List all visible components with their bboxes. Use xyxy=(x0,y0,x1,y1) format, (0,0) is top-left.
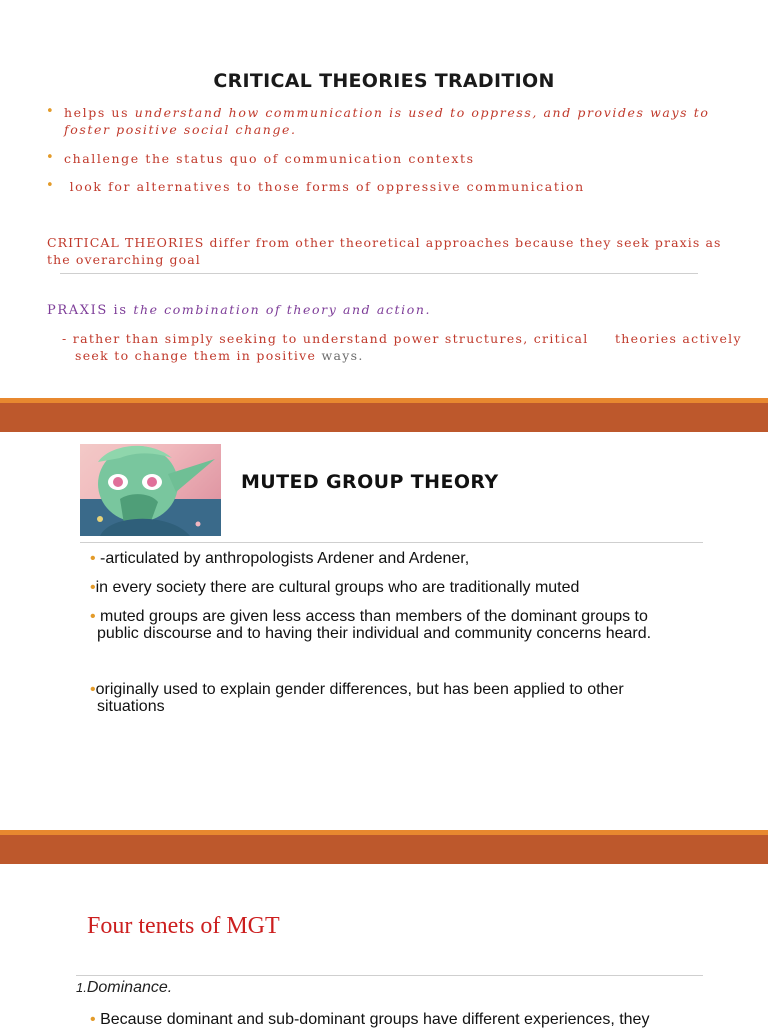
bullet-text: originally used to explain gender differences, but has been applied to other xyxy=(95,681,624,698)
bullet-icon: • xyxy=(46,178,54,193)
list-item xyxy=(46,150,736,178)
section-title-muted-group: MUTED GROUP THEORY xyxy=(241,471,499,493)
bullet-text: muted groups are given less access than members of the dominant groups to xyxy=(100,608,648,625)
list-item xyxy=(90,1011,768,1028)
slide-divider-band xyxy=(0,403,768,432)
muted-illustration-image xyxy=(80,444,221,536)
paragraph-line: CRITICAL THEORIES differ from other theoretical approaches because they seek praxis as xyxy=(47,235,722,250)
tenet-heading xyxy=(76,979,172,997)
list-item xyxy=(46,104,736,142)
divider xyxy=(76,975,703,976)
list-item xyxy=(90,608,730,642)
bullet-icon: • xyxy=(90,579,96,596)
bullet-text: Because dominant and sub-dominant groups have different experiences, they xyxy=(100,1011,650,1028)
bullet-icon: • xyxy=(46,150,54,165)
tenet-label: Dominance. xyxy=(86,979,173,996)
bullet-icon: • xyxy=(90,1011,96,1028)
divider xyxy=(60,273,698,274)
praxis-is: is xyxy=(107,303,134,318)
bullet-list-critical xyxy=(46,104,736,198)
muted-character-icon xyxy=(80,444,221,536)
praxis-note-ways: ways. xyxy=(321,348,364,363)
paragraph-line: the overarching goal xyxy=(47,252,201,267)
bullet-prefix: helps us xyxy=(64,105,135,120)
divider xyxy=(80,542,703,543)
bullet-text: in every society there are cultural groups who are traditionally muted xyxy=(95,579,580,596)
list-item xyxy=(46,178,736,198)
list-item xyxy=(90,579,730,596)
praxis-note xyxy=(62,330,752,364)
list-item xyxy=(90,681,730,715)
bullet-list-muted xyxy=(90,550,730,715)
section-title-four-tenets: Four tenets of MGT xyxy=(87,913,280,939)
bullet-icon: • xyxy=(90,608,101,625)
bullet-text: -articulated by anthropologists Ardener and Ardener, xyxy=(100,550,470,567)
bullet-icon: • xyxy=(90,681,96,698)
bullet-icon: • xyxy=(46,104,54,119)
bullet-italic-cont: foster positive social change. xyxy=(64,122,297,137)
slide-divider-band xyxy=(0,835,768,864)
praxis-label: PRAXIS xyxy=(47,303,108,318)
praxis-def: the combination of theory and action. xyxy=(133,302,432,317)
bullet-text-cont: situations xyxy=(97,698,165,715)
critical-theories-paragraph xyxy=(47,234,747,268)
tenet-number: 1. xyxy=(76,980,87,995)
bullet-text: look for alternatives to those forms of oppressive communication xyxy=(64,179,585,194)
list-item xyxy=(90,550,730,567)
bullet-text-cont: public discourse and to having their individual and community concerns heard. xyxy=(97,625,652,642)
praxis-note-line: - rather than simply seeking to understand power structures, critical theories actively xyxy=(62,331,742,346)
bullet-icon: • xyxy=(90,550,101,567)
praxis-note-line: seek to change them in positive xyxy=(75,348,322,363)
praxis-definition xyxy=(47,302,431,318)
bullet-italic: understand how communication is used to oppress, and provides ways to xyxy=(134,105,710,120)
section-title-critical-theories: CRITICAL THEORIES TRADITION xyxy=(213,70,555,92)
bullet-text: challenge the status quo of communication contexts xyxy=(64,151,475,166)
